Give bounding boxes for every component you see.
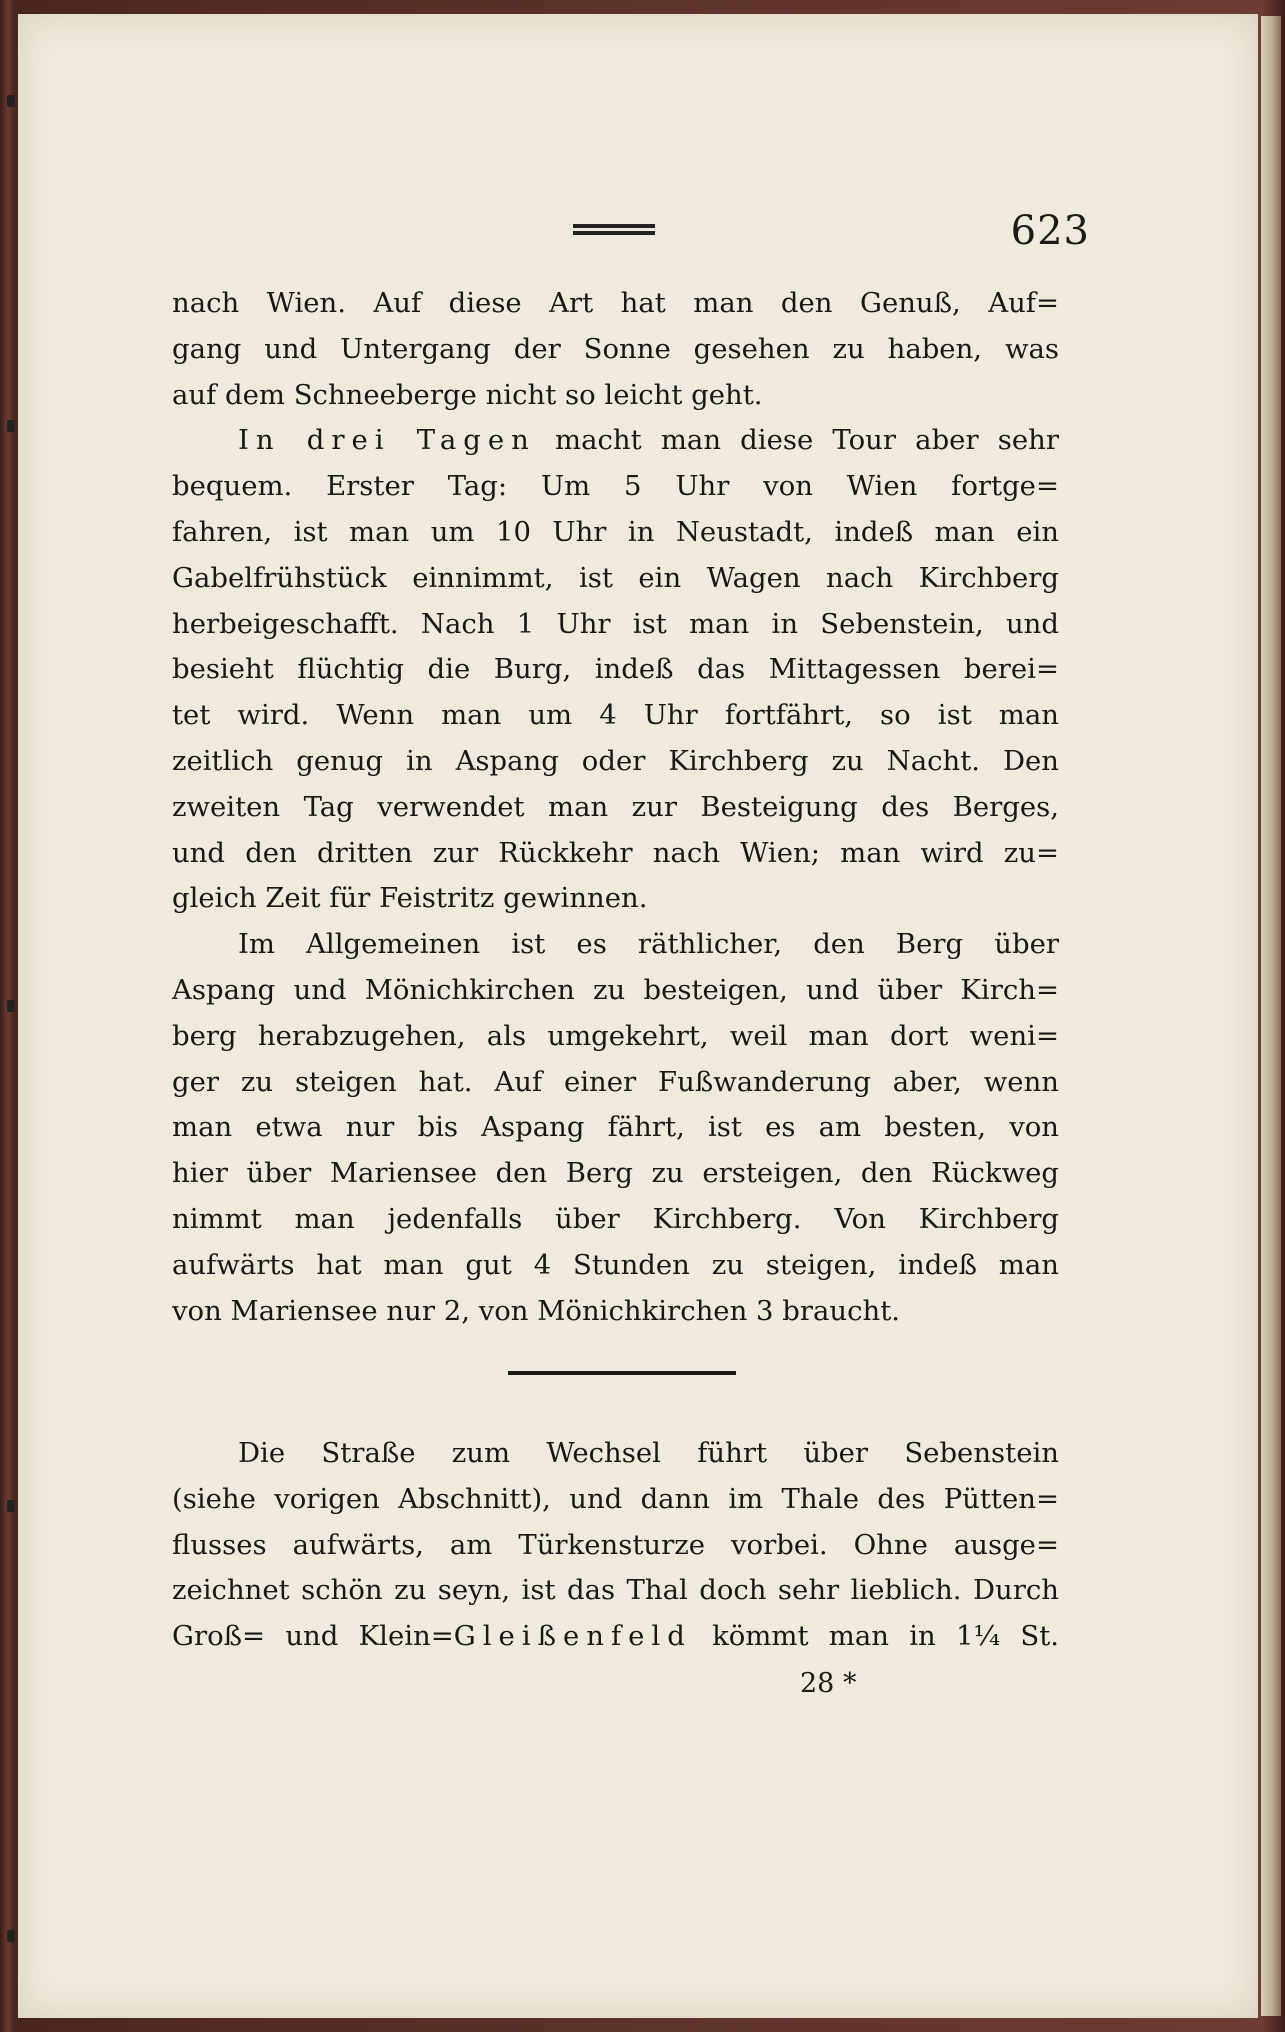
header-ornament-rule xyxy=(573,224,655,238)
text-line: Die Straße zum Wechsel führt über Sebenstein xyxy=(238,1437,1059,1469)
text-line: nach Wien. Auf diese Art hat man den Genuß, Auf= xyxy=(172,287,1059,319)
text-line: zweiten Tag verwendet man zur Besteigung des Berges, xyxy=(172,790,1059,823)
page-number: 623 xyxy=(1010,208,1090,254)
text-line: zeitlich genug in Aspang oder Kirchberg zu Nacht. Den xyxy=(172,744,1059,777)
text-line xyxy=(172,418,1059,464)
text-fragment: kömmt man in 1¼ St. xyxy=(691,1620,1059,1653)
text-line: Aspang und Mönichkirchen zu besteigen, und über Kirch= xyxy=(172,973,1059,1006)
signature-mark: 28 * xyxy=(800,1668,857,1699)
text-line: zeichnet schön zu seyn, ist das Thal doch sehr lieblich. Durch xyxy=(172,1574,1059,1607)
text-line: fahren, ist man um 10 Uhr in Neustadt, indeß man ein xyxy=(172,515,1059,548)
text-line: gleich Zeit für Feistritz gewinnen. xyxy=(172,882,648,915)
text-line: hier über Mariensee den Berg zu ersteigen, den Rückweg xyxy=(172,1157,1059,1190)
text-line: auf dem Schneeberge nicht so leicht geht. xyxy=(172,378,763,411)
text-line: Gabelfrühstück einnimmt, ist ein Wagen nach Kirchberg xyxy=(172,561,1059,594)
text-line: man etwa nur bis Aspang fährt, ist es am besten, von xyxy=(172,1111,1059,1144)
text-fragment: Groß= und Klein= xyxy=(172,1620,454,1653)
text-line: (siehe vorigen Abschnitt), und dann im Thale des Pütten= xyxy=(172,1482,1059,1515)
text-line: Im Allgemeinen ist es räthlicher, den Berg über xyxy=(238,928,1059,961)
body-text xyxy=(172,281,1059,1334)
spaced-emphasis: Gleißenfeld xyxy=(453,1620,692,1653)
text-line: berg herabzugehen, als umgekehrt, weil man dort weni= xyxy=(172,1019,1059,1052)
text-line: tet wird. Wenn man um 4 Uhr fortfährt, so ist man xyxy=(172,699,1059,732)
text-fragment: macht man diese Tour aber sehr xyxy=(535,424,1059,457)
spaced-emphasis: In drei Tagen xyxy=(238,424,536,457)
page-edge xyxy=(1261,16,1281,2016)
text-line xyxy=(172,1614,1059,1660)
binding-stitching xyxy=(4,0,18,2032)
body-text-section-2 xyxy=(172,1431,1059,1660)
text-line: gang und Untergang der Sonne gesehen zu haben, was xyxy=(172,332,1059,365)
text-line: von Mariensee nur 2, von Mönichkirchen 3 braucht. xyxy=(172,1294,901,1327)
text-line: flusses aufwärts, am Türkensturze vorbei. Ohne ausge= xyxy=(172,1528,1059,1561)
text-line: aufwärts hat man gut 4 Stunden zu steigen, indeß man xyxy=(172,1248,1059,1281)
text-line: herbeigeschafft. Nach 1 Uhr ist man in Sebenstein, und xyxy=(172,607,1059,640)
text-line: besieht flüchtig die Burg, indeß das Mittagessen berei= xyxy=(172,653,1059,686)
section-divider xyxy=(508,1371,736,1375)
text-line: ger zu steigen hat. Auf einer Fußwanderung aber, wenn xyxy=(172,1065,1059,1098)
text-line: und den dritten zur Rückkehr nach Wien; man wird zu= xyxy=(172,836,1059,869)
text-line: bequem. Erster Tag: Um 5 Uhr von Wien fortge= xyxy=(172,470,1059,503)
text-line: nimmt man jedenfalls über Kirchberg. Von Kirchberg xyxy=(172,1202,1059,1235)
